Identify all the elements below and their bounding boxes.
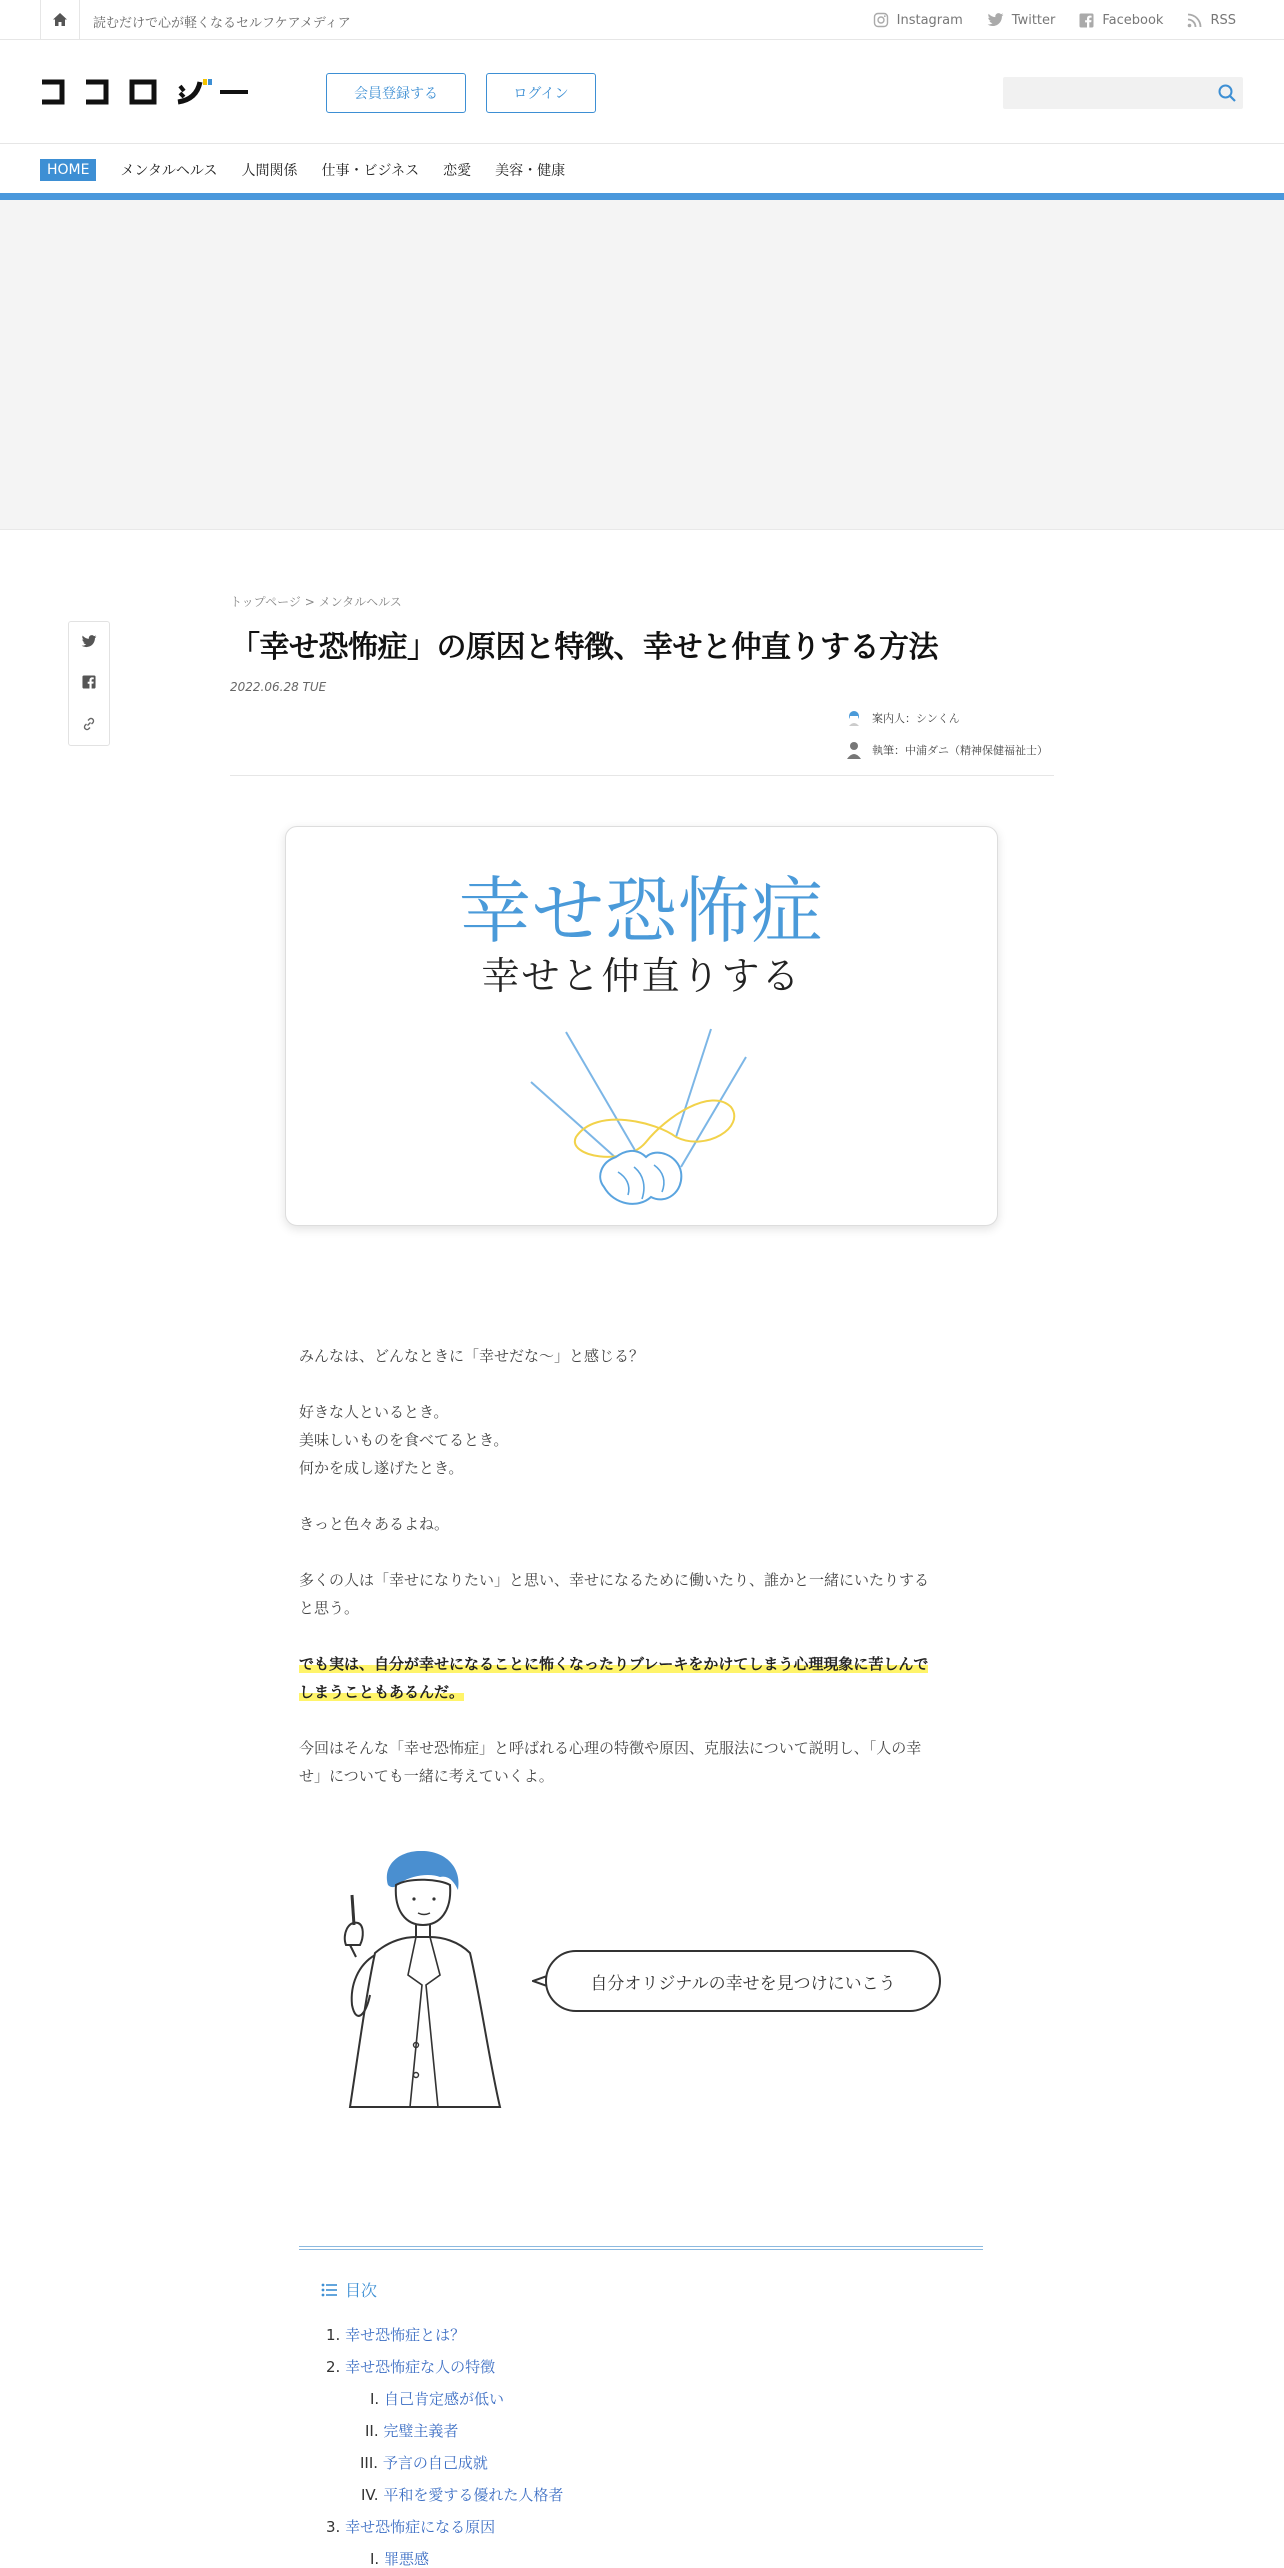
article-header-divider — [230, 775, 1054, 776]
nav-item-beauty-health[interactable]: 美容・健康 — [495, 162, 566, 179]
eyecatch-title: 幸せ恐怖症 — [458, 869, 824, 953]
category-nav — [0, 145, 1284, 194]
facebook-link[interactable] — [1079, 13, 1163, 28]
rss-icon — [1187, 13, 1202, 28]
eyecatch-image — [285, 826, 998, 1226]
toc-item-number: 2. — [326, 2358, 341, 2376]
search-input[interactable] — [1003, 77, 1203, 109]
list-icon — [321, 2283, 337, 2297]
guide-character-illustration — [330, 1845, 520, 2115]
toc-item-label: 完璧主義者 — [383, 2422, 459, 2440]
speech-bubble: 自分オリジナルの幸せを見つけにいこう — [545, 1950, 941, 2012]
toc-item[interactable] — [370, 2548, 429, 2568]
writer-label: 執筆： — [872, 744, 905, 757]
login-button[interactable]: ログイン — [486, 73, 596, 113]
intro-paragraph-4-line-2: と思う。 — [299, 1599, 360, 1617]
guide-label: 案内人： — [872, 712, 916, 725]
nav-divider — [0, 193, 1284, 200]
toc-item-number: III. — [360, 2454, 379, 2472]
toc-item[interactable] — [360, 2452, 488, 2473]
toc-item[interactable] — [326, 2356, 495, 2377]
facebook-share-icon[interactable] — [82, 675, 96, 689]
twitter-link[interactable] — [987, 13, 1056, 28]
toc-item-label: 幸せ恐怖症な人の特徴 — [345, 2358, 496, 2376]
home-button[interactable] — [40, 0, 80, 40]
twitter-label: Twitter — [1011, 12, 1056, 28]
instagram-label: Instagram — [896, 12, 963, 28]
guide-avatar-icon — [846, 710, 862, 726]
nav-item-love[interactable]: 恋愛 — [443, 162, 472, 179]
top-bar — [0, 0, 1284, 40]
intro-paragraph-1: みんなは、どんなときに「幸せだな〜」と感じる？ — [299, 1347, 645, 1365]
highlight-paragraph-line-2 — [299, 1678, 979, 1706]
toc-item[interactable] — [365, 2420, 458, 2441]
intro-paragraph-6-line-1: 今回はそんな「幸せ恐怖症」と呼ばれる心理の特徴や原因、克服法について説明し、「人の幸 — [299, 1739, 922, 1757]
toc-item-number: II. — [365, 2422, 379, 2440]
toc-item-number: I. — [370, 2550, 380, 2568]
highlight-paragraph-line-1 — [299, 1650, 979, 1678]
rss-label: RSS — [1210, 12, 1236, 28]
intro-list-line-1: 好きな人といるとき。 — [299, 1403, 449, 1421]
facebook-icon — [1079, 13, 1094, 28]
toc-item-number: 3. — [326, 2518, 341, 2536]
toc-item[interactable] — [361, 2484, 563, 2505]
facebook-label: Facebook — [1102, 12, 1164, 28]
search-icon[interactable] — [1217, 83, 1237, 103]
toc-item[interactable] — [326, 2516, 495, 2537]
toc-item-label: 幸せ恐怖症になる原因 — [345, 2518, 496, 2536]
nav-item-mental-health[interactable]: メンタルヘルス — [120, 162, 218, 179]
toc-item[interactable] — [370, 2388, 504, 2409]
intro-paragraph-3: きっと色々あるよね。 — [299, 1515, 450, 1533]
nav-item-work-business[interactable]: 仕事・ビジネス — [321, 162, 420, 179]
toc-heading[interactable] — [321, 2278, 377, 2301]
home-icon — [52, 12, 68, 28]
nav-item-home[interactable]: HOME — [40, 159, 96, 181]
guide-name[interactable]: シンくん — [916, 712, 960, 725]
eyecatch-subtitle: 幸せと仲直りする — [481, 954, 802, 998]
toc-item-label: 罪悪感 — [383, 2550, 429, 2568]
search-box — [1003, 77, 1243, 109]
table-of-contents — [299, 2246, 983, 2568]
rss-link[interactable] — [1187, 13, 1236, 28]
holding-hands-illustration — [506, 1027, 766, 1217]
publish-date: 2022.06.28 TUE — [230, 680, 327, 694]
toc-item-number: 1. — [326, 2326, 341, 2344]
highlight-text-1: でも実は、自分が幸せになることに怖くなったりブレーキをかけてしまう心理現象に苦しんで — [299, 1655, 929, 1673]
site-tagline: 読むだけで心が軽くなるセルフケアメディア — [93, 16, 351, 31]
article-title: 「幸せ恐怖症」の原因と特徴、幸せと仲直りする方法 — [230, 630, 938, 665]
toc-item-label: 平和を愛する優れた人格者 — [383, 2486, 564, 2504]
toc-item-number: I. — [370, 2390, 380, 2408]
nav-item-relationships[interactable]: 人間関係 — [241, 162, 298, 179]
instagram-icon — [873, 12, 889, 28]
twitter-share-icon[interactable] — [81, 635, 97, 648]
toc-item-number: IV. — [361, 2486, 379, 2504]
intro-list-line-3: 何かを成し遂げたとき。 — [299, 1459, 464, 1477]
site-header — [0, 40, 1284, 144]
guide-credit — [846, 710, 960, 726]
breadcrumb[interactable]: トップページ > メンタルヘルス — [230, 595, 402, 609]
writer-name[interactable]: 中浦ダニ（精神保健福祉士） — [905, 744, 1048, 757]
site-logo[interactable] — [40, 78, 250, 106]
toc-item[interactable] — [326, 2324, 465, 2345]
share-buttons — [68, 621, 110, 746]
intro-paragraph-4-line-1: 多くの人は「幸せになりたい」と思い、幸せになるために働いたり、誰かと一緒にいたりする — [299, 1571, 930, 1589]
social-links — [873, 0, 1236, 40]
register-button[interactable]: 会員登録する — [326, 73, 466, 113]
toc-item-label: 予言の自己成就 — [382, 2454, 488, 2472]
writer-credit — [846, 741, 1048, 759]
highlight-text-2: しまうこともあるんだ。 — [299, 1683, 465, 1701]
instagram-link[interactable] — [873, 12, 963, 28]
link-copy-icon[interactable] — [81, 716, 97, 732]
twitter-icon — [987, 13, 1004, 27]
toc-item-label: 自己肯定感が低い — [383, 2390, 504, 2408]
intro-paragraph-6-line-2: せ」についても一緒に考えていくよ。 — [299, 1767, 554, 1785]
ad-banner-area — [0, 200, 1284, 530]
writer-avatar-icon — [846, 741, 862, 759]
intro-list-line-2: 美味しいものを食べてるとき。 — [299, 1431, 509, 1449]
toc-item-label: 幸せ恐怖症とは？ — [345, 2326, 466, 2344]
toc-heading-label: 目次 — [345, 2281, 378, 2300]
